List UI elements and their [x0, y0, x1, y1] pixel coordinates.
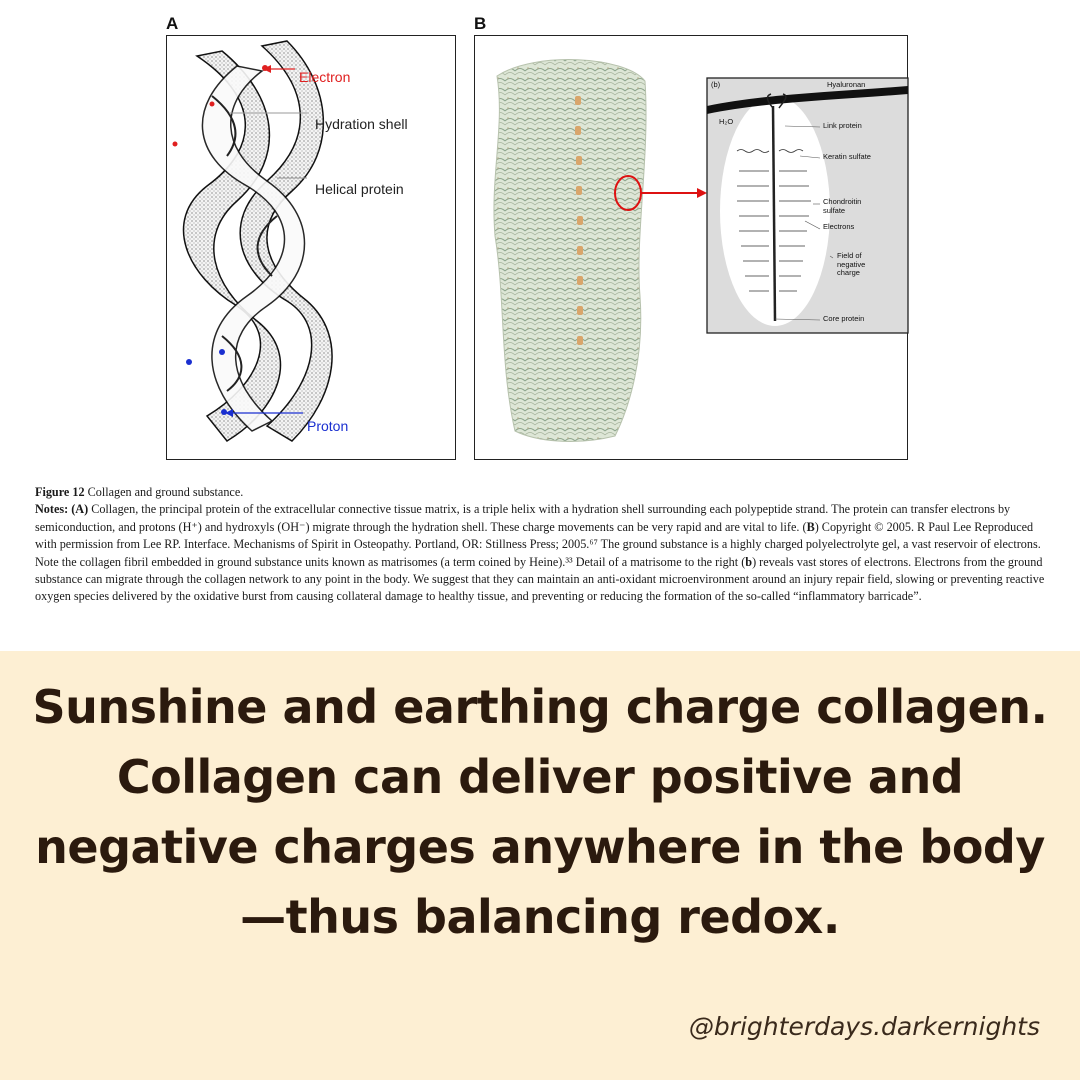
inset-letter: (b): [711, 80, 721, 89]
proton-dot: [186, 359, 192, 365]
proton-dot: [221, 409, 227, 415]
electron-label: Electron: [299, 69, 351, 85]
link-protein-label: Link protein: [823, 121, 862, 130]
figure-title-line: [35, 484, 1045, 501]
panel-a-triple-helix: [166, 35, 456, 460]
figure-number: Figure 12: [35, 485, 85, 499]
figure-notes: Notes: (A) Collagen, the principal protein of the extracellular connective tissue matrix, is a triple helix with a hydration shell surrounding each polypeptide strand. The protein can transfer electrons by semiconduction, and protons (H⁺) and hydroxyls (OH⁻) migrate through the hydration shell. These charge movements can be very rapid and are vital to life. (B) Copyright © 2005. R Paul Lee Reproduced with permission from Lee RP. Interface. Mechanisms of Spirit in Osteopathy. Portland, OR: Stillness Press; 2005.⁶⁷ The ground substance is a highly charged polyelectrolyte gel, a vast reservoir of electrons. Note the collagen fibril embedded in ground substance units known as matrisomes (a term coined by Heine).³³ Detail of a matrisome to the right (b) reveals vast stores of electrons. Electrons from the ground substance can migrate through the collagen network to any point in the body. We suggest that they can maintain an anti-oxidant microenvironment around an injury repair field, slowing or preventing reactive oxygen species delivered by the oxidative burst from causing collateral damage to healthy tissue, and preventing or reducing the formation of the so-called “inflammatory barricade”.: [35, 502, 1045, 604]
keratin-sulfate-label: Keratin sulfate: [823, 152, 871, 161]
water-label: H₂O: [719, 117, 734, 126]
electron-dot: [173, 142, 178, 147]
notes-label: Notes: (A): [35, 502, 89, 517]
collagen-fibril-illustration: [475, 36, 909, 461]
core-protein-label: Core protein: [823, 314, 865, 323]
negative-field-label: Field of negative charge: [837, 251, 866, 278]
helical-protein-label: Helical protein: [315, 181, 404, 197]
social-handle: @brighterdays.darkernights: [688, 1012, 1040, 1041]
proton-dot: [219, 349, 225, 355]
electron-dot: [210, 102, 215, 107]
figure-caption: [35, 484, 1045, 606]
headline-text: Sunshine and earthing charge collagen. Collagen can deliver positive and negative charges anywhere in the body—thus balancing redox.: [32, 680, 1048, 944]
figure-title: Collagen and ground substance.: [84, 485, 244, 499]
panel-a-letter: A: [166, 14, 179, 33]
triple-helix-illustration: [167, 36, 457, 461]
proton-label: Proton: [307, 418, 349, 434]
hyaluronan-label: Hyaluronan: [827, 80, 866, 89]
panel-b-ground-substance: [474, 35, 908, 460]
electrons-label: Electrons: [823, 222, 855, 231]
chondroitin-sulfate-label: Chondroitin sulfate: [823, 197, 862, 215]
hydration-shell-label: Hydration shell: [315, 116, 408, 132]
panel-b-letter: B: [474, 14, 487, 33]
